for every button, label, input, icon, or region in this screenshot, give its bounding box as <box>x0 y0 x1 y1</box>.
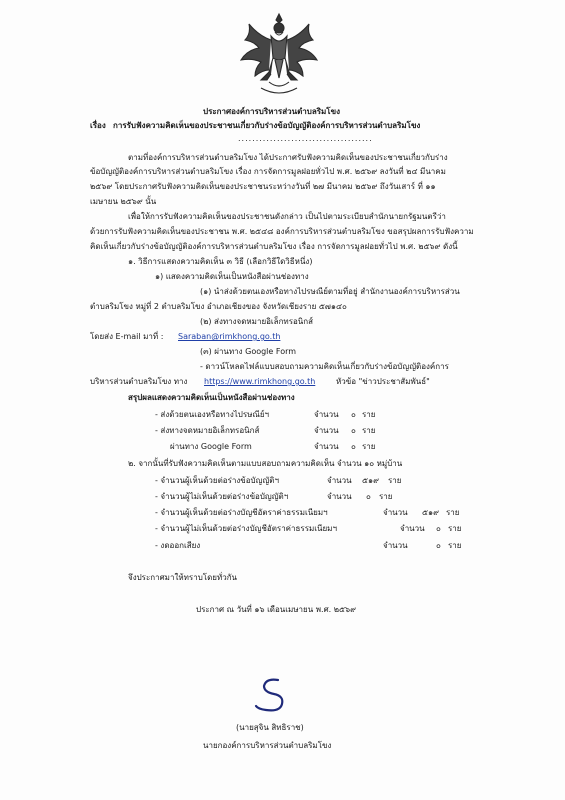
website-link[interactable]: https://www.rimkhong.go.th <box>204 377 316 386</box>
signer-position: นายกองค์การบริหารส่วนตำบลริมโขง <box>203 741 332 750</box>
email-link[interactable]: Saraban@rimkhong.go.th <box>178 332 281 341</box>
summary-row-qty-label: จำนวน <box>314 426 339 435</box>
para1-line3: ๒๕๖๙ โดยประกาศรับฟังความคิดเห็นของประชาชนระหว่างวันที่ ๒๗ มีนาคม ๒๕๖๙ ถึงวันเสาร์ ที่ ๑๑ <box>90 182 436 191</box>
summary-row-label: - ส่งด้วยตนเองหรือทางไปรษณีย์ฯ <box>155 410 270 419</box>
signer-name: (นายสุจิน สิทธิราช) <box>236 723 304 732</box>
section2-row-qty-label: จำนวน <box>327 476 352 485</box>
section2-row-qty-label: จำนวน <box>383 541 408 550</box>
summary-row-value: ๐ <box>351 426 356 435</box>
summary-row-unit: ราย <box>362 410 376 419</box>
summary-row-qty-label: จำนวน <box>314 410 339 419</box>
para2-line1: เพื่อให้การรับฟังความคิดเห็นของประชาชนดังกล่าว เป็นไปตามระเบียบสำนักนายกรัฐมนตรีว่า <box>128 212 446 221</box>
announcement-date: ประกาศ ณ วันที่ ๑๖ เดือนเมษายน พ.ศ. ๒๕๖๙ <box>196 605 356 614</box>
method1-line2: ตำบลริมโขง หมู่ที่ 2 ตำบลริมโขง อำเภอเชียงของ จังหวัดเชียงราย ๕๗๑๔๐ <box>90 302 347 311</box>
para1-line4: เมษายน ๒๕๖๙ นั้น <box>90 197 157 206</box>
section2-row-value: ๐ <box>436 524 441 533</box>
announcement-title: ประกาศองค์การบริหารส่วนตำบลริมโขง <box>203 107 340 116</box>
section2-row-label: - งดออกเสียง <box>155 541 201 550</box>
section2-row-label: - จำนวนผู้เห็นด้วยต่อร่างบัญชีอัตราค่าธรรมเนียมฯ <box>155 508 328 517</box>
closing-announce: จึงประกาศมาให้ทราบโดยทั่วกัน <box>128 573 238 582</box>
method1: ๑) แสดงความคิดเห็นเป็นหนังสือผ่านช่องทาง <box>155 272 309 281</box>
method2: (๒) ส่งทางจดหมายอิเล็กทรอนิกส์ <box>200 317 313 326</box>
summary-row-unit: ราย <box>362 442 376 451</box>
summary-row-value: ๐ <box>351 442 356 451</box>
summary-row-unit: ราย <box>362 426 376 435</box>
method3-line2-prefix: บริหารส่วนตำบลริมโขง ทาง <box>90 377 188 386</box>
section2-row-value: ๐ <box>366 492 371 501</box>
method3: (๓) ผ่านทาง Google Form <box>200 347 297 356</box>
section2-row-qty-label: จำนวน <box>383 508 408 517</box>
subject-text: การรับฟังความคิดเห็นของประชาชนเกี่ยวกับร่างข้อบัญญัติองค์การบริหารส่วนตำบลริมโขง <box>113 121 421 130</box>
para1-line1: ตามที่องค์การบริหารส่วนตำบลริมโขง ได้ประกาศรับฟังความคิดเห็นของประชาชนเกี่ยวกับร่าง <box>128 153 448 162</box>
section2-row-label: - จำนวนผู้ไม่เห็นด้วยต่อร่างข้อบัญญัติฯ <box>155 492 289 501</box>
para1-line2: ข้อบัญญัติองค์การบริหารส่วนตำบลริมโขง เรื่อง การจัดการมูลฝอยทั่วไป พ.ศ. ๒๕๖๙ ลงวันที่ ๒๔ มีนาคม <box>90 167 446 176</box>
method3-line2-suffix: หัวข้อ "ข่าวประชาสัมพันธ์" <box>336 377 430 386</box>
method1-line1: (๑) นำส่งด้วยตนเองหรือทางไปรษณีย์ตามที่อยู่ สำนักงานองค์การบริหารส่วน <box>200 287 460 296</box>
summary-row-label: - ส่งทางจดหมายอิเล็กทรอนิกส์ <box>155 426 260 435</box>
section1-heading: ๑. วิธีการแสดงความคิดเห็น ๓ วิธี (เลือกวิธีใดวิธีหนึ่ง) <box>128 257 313 266</box>
section2-row-unit: ราย <box>388 476 402 485</box>
summary-row-value: ๐ <box>351 410 356 419</box>
section2-row-unit: ราย <box>448 541 462 550</box>
section2-row-value: ๐ <box>436 541 441 550</box>
email-prefix: โดยส่ง E-mail มาที่ : <box>90 332 164 341</box>
section2-row-value: ๕๑๙ <box>362 476 379 485</box>
section2-row-unit: ราย <box>379 492 393 501</box>
signature-image <box>248 676 308 716</box>
section2-row-qty-label: จำนวน <box>327 492 352 501</box>
section2-row-unit: ราย <box>448 524 462 533</box>
summary-row-qty-label: จำนวน <box>314 442 339 451</box>
method3-line1: - ดาวน์โหลดไฟล์แบบสอบถามความคิดเห็นเกี่ยวกับร่างข้อบัญญัติองค์การ <box>200 362 449 371</box>
subject-label: เรื่อง <box>90 121 106 130</box>
section2-row-unit: ราย <box>446 508 460 517</box>
section2-row-label: - จำนวนผู้เห็นด้วยต่อร่างข้อบัญญัติฯ <box>155 476 279 485</box>
section2-row-value: ๕๑๙ <box>422 508 439 517</box>
section2-row-label: - จำนวนผู้ไม่เห็นด้วยต่อร่างบัญชีอัตราค่าธรรมเนียมฯ <box>155 524 337 533</box>
garuda-emblem-icon <box>231 10 327 102</box>
section2-heading: ๒. จากนั้นที่รับฟังความคิดเห็นตามแบบสอบถามความคิดเห็น จำนวน ๑๐ หมู่บ้าน <box>128 459 403 468</box>
para2-line2: ด้วยการรับฟังความคิดเห็นของประชาชน พ.ศ. ๒๕๔๘ องค์การบริหารส่วนตำบลริมโขง ขอสรุปผลการรับฟังความ <box>90 227 474 236</box>
header-divider: ...................................... <box>238 134 373 143</box>
summary-heading: สรุปผลแสดงความคิดเห็นเป็นหนังสือผ่านช่องทาง <box>128 393 295 402</box>
para2-line3: คิดเห็นเกี่ยวกับร่างข้อบัญญัติองค์การบริหารส่วนตำบลริมโขง เรื่อง การจัดการมูลฝอยทั่วไป พ.ศ. ๒๕๖๙ ดังนี้ <box>90 242 458 251</box>
summary-row-label: ผ่านทาง Google Form <box>170 442 252 451</box>
section2-row-qty-label: จำนวน <box>400 524 425 533</box>
